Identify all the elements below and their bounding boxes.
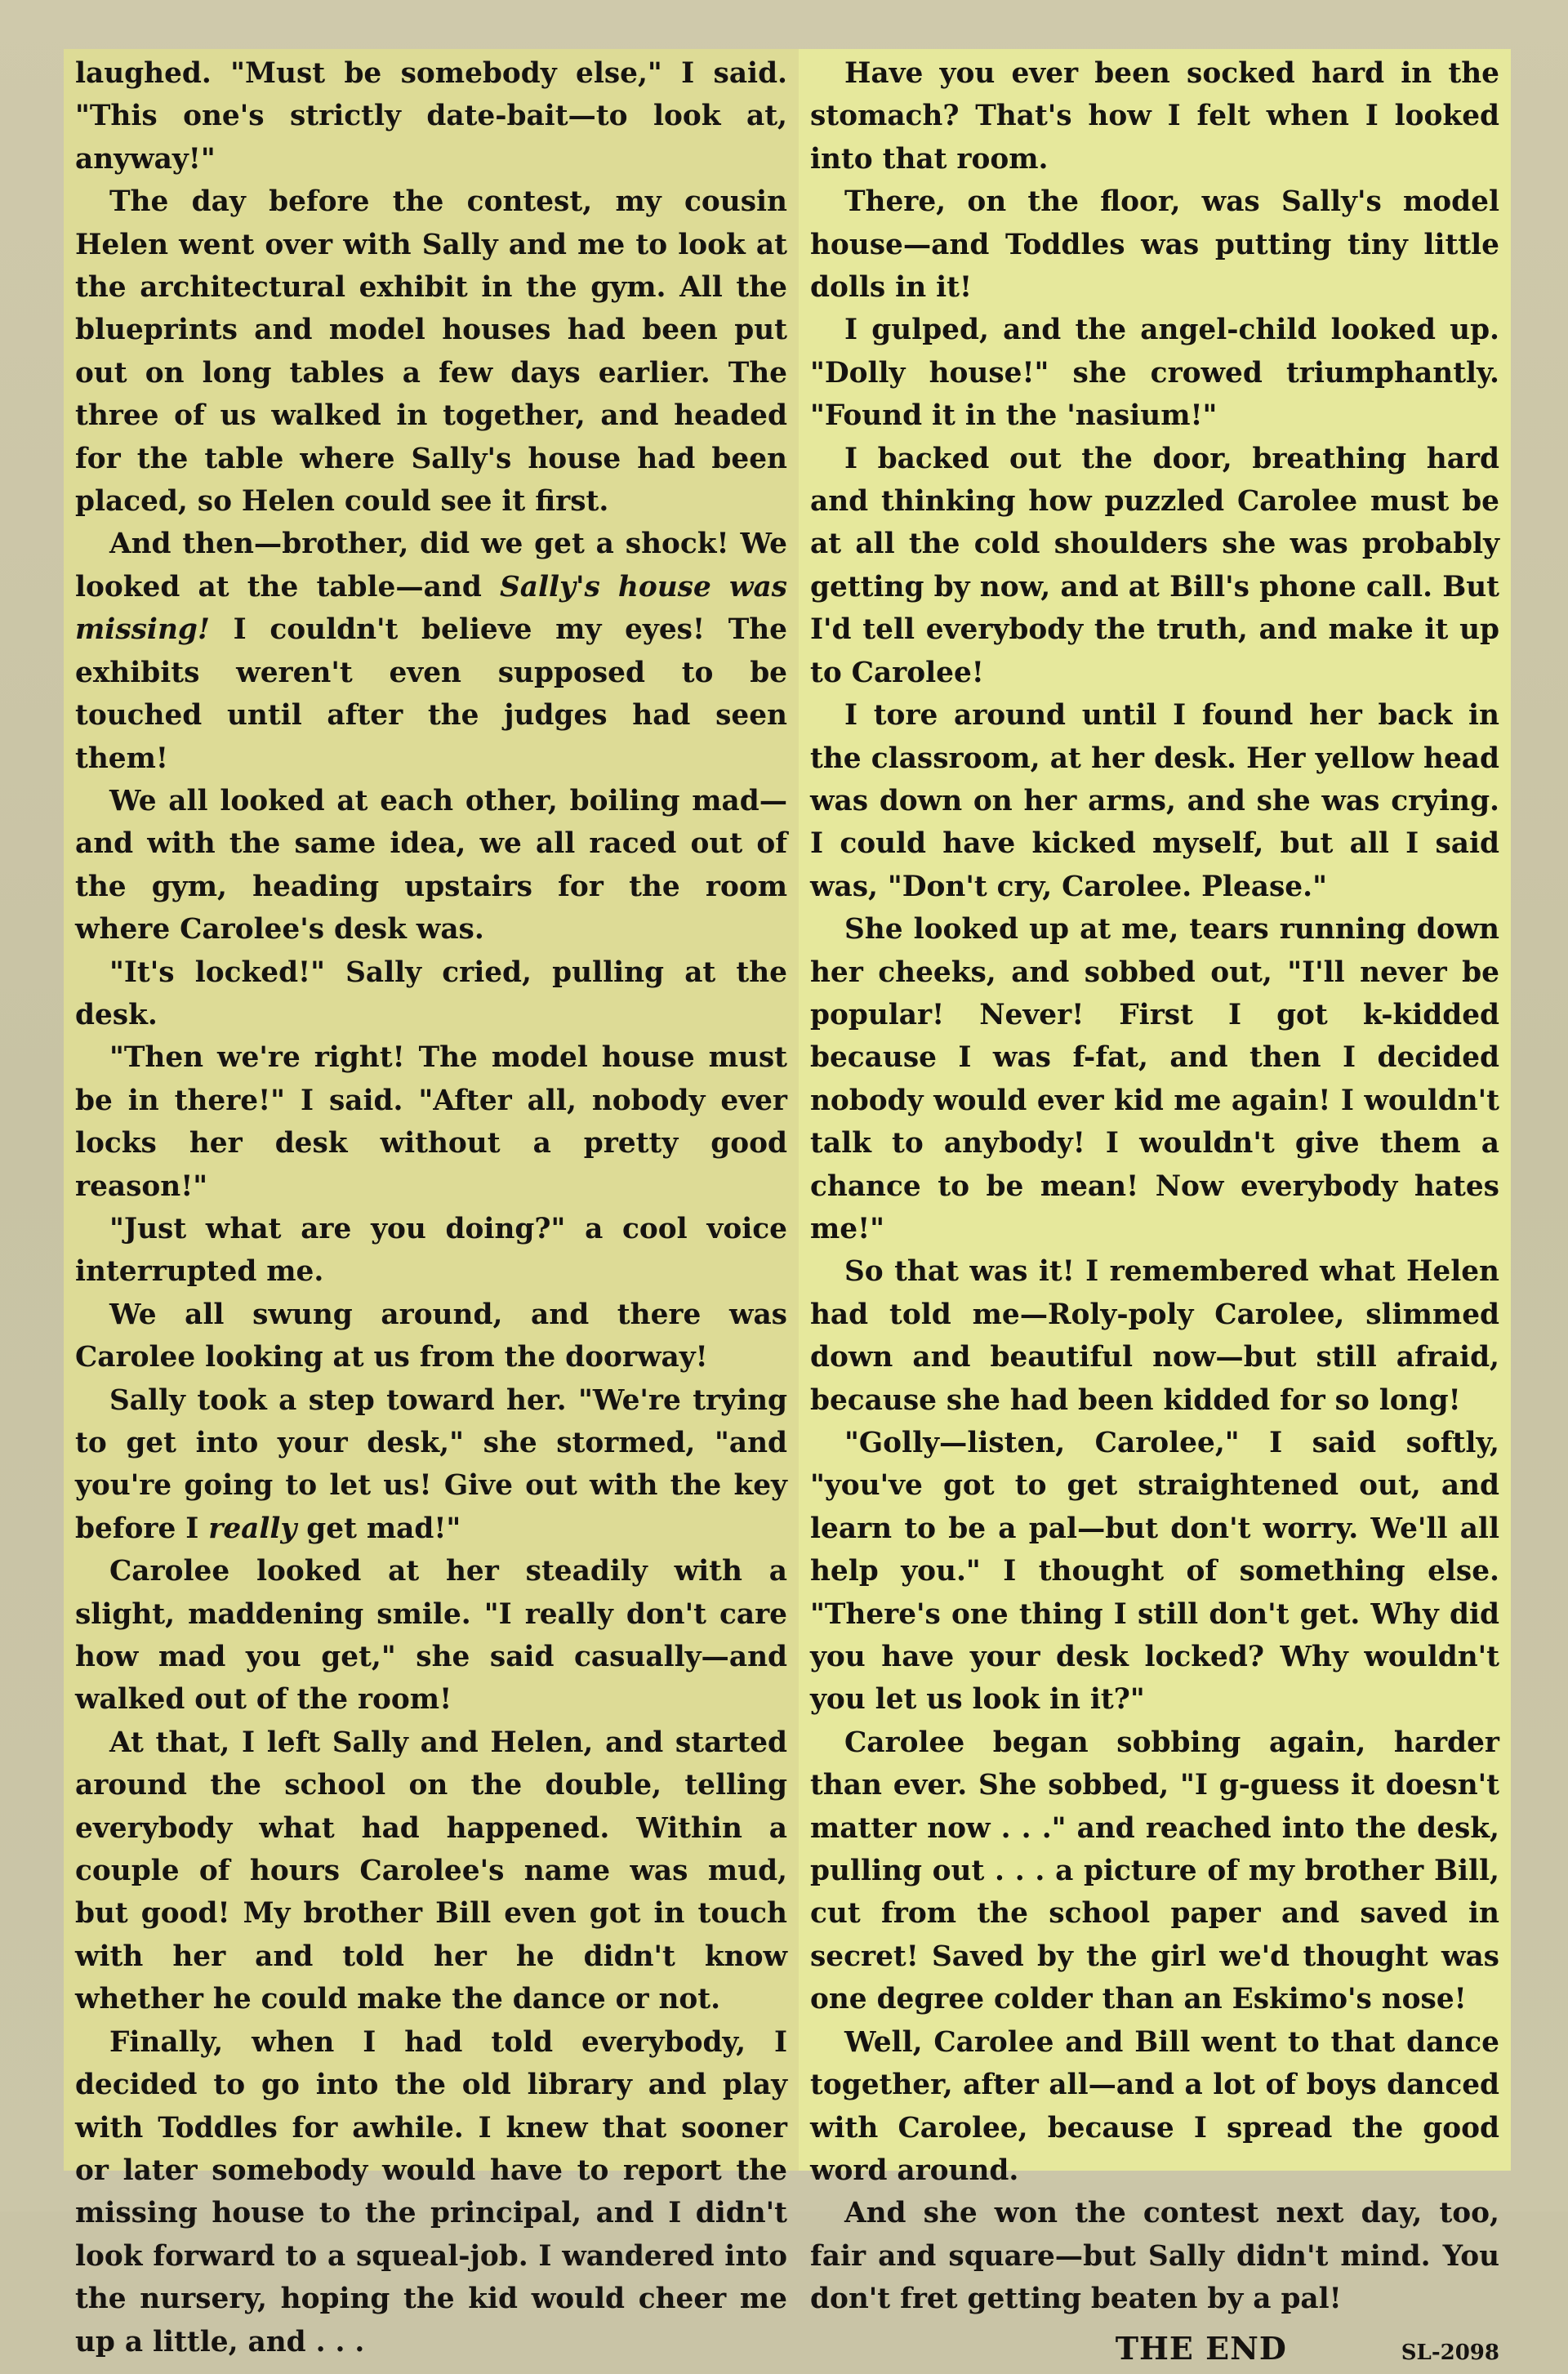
paragraph: Sally took a step toward her. "We're trying to get into your desk," she stormed, "and you're going to let us! Give out with the key before I really get mad!" <box>75 1383 787 1545</box>
paragraph: We all swung around, and there was Carolee looking at us from the doorway! <box>75 1298 787 1374</box>
paragraph: We all looked at each other, boiling mad—and with the same idea, we all raced out of the gym, heading upstairs for the room where Carolee's desk was. <box>75 784 787 946</box>
right-text-column <box>799 49 1511 2367</box>
paragraph: I backed out the door, breathing hard and thinking how puzzled Carolee must be at all the cold shoulders she was probably getting by now, and at Bill's phone call. But I'd tell everybody the truth, and make it up to Carolee! <box>810 442 1499 689</box>
paragraph: Carolee looked at her steadily with a slight, maddening smile. "I really don't care how mad you get," she said casually—and walked out of the room! <box>75 1555 787 1717</box>
paragraph: So that was it! I remembered what Helen had told me—Roly-poly Carolee, slimmed down and beautiful now—but still afraid, because she had been kidded for so long! <box>810 1255 1499 1417</box>
paragraph: "It's locked!" Sally cried, pulling at the desk. <box>75 955 787 1031</box>
paragraph: There, on the floor, was Sally's model house—and Toddles was putting tiny little dolls in it! <box>810 185 1499 305</box>
paragraph: laughed. "Must be somebody else," I said. "This one's strictly date-bait—to look at, anyway!" <box>75 57 787 176</box>
paragraph: "Then we're right! The model house must be in there!" I said. "After all, nobody ever locks her desk without a pretty good reason!" <box>75 1041 787 1203</box>
right-paragraphs <box>810 52 1499 2321</box>
paragraph: And then—brother, did we get a shock! We looked at the table—and Sally's house was missing! I couldn't believe my eyes! The exhibits weren't even supposed to be touched until after the judges had seen them! <box>75 528 787 775</box>
the-end-label: THE END <box>1115 2329 1287 2367</box>
end-line <box>810 2327 1499 2374</box>
paragraph: "Golly—listen, Carolee," I said softly, "you've got to get straightened out, and learn to be a pal—but don't worry. We'll all help you." I thought of something else. "There's one thing I still don't get. Why did you have your desk locked? Why wouldn't you let us look in it?" <box>810 1427 1499 1717</box>
paragraph: "Just what are you doing?" a cool voice interrupted me. <box>75 1212 787 1289</box>
paragraph: Finally, when I had told everybody, I decided to go into the old library and play with Toddles for awhile. I knew that sooner or later somebody would have to report the missing house to the principal, and I didn't look forward to a squeal-job. I wandered into the nursery, hoping the kid would cheer me up a little, and . . . <box>75 2025 787 2358</box>
page-code: SL-2098 <box>1401 2340 1499 2365</box>
paragraph: Carolee began sobbing again, harder than ever. She sobbed, "I g-guess it doesn't matter now . . ." and reached into the desk, pulling out . . . a picture of my brother Bill, cut from the school paper and saved in secret! Saved by the girl we'd thought was one degree colder than an Eskimo's nose! <box>810 1726 1499 2016</box>
paragraph: And she won the contest next day, too, fair and square—but Sally didn't mind. You don't fret getting beaten by a pal! <box>810 2197 1499 2316</box>
paragraph: I gulped, and the angel-child looked up. "Dolly house!" she crowed triumphantly. "Found it in the 'nasium!" <box>810 314 1499 433</box>
paragraph: At that, I left Sally and Helen, and started around the school on the double, telling everybody what had happened. Within a couple of hours Carolee's name was mud, but good! My brother Bill even got in touch with her and told her he didn't know whether he could make the dance or not. <box>75 1726 787 2016</box>
paragraph: Well, Carolee and Bill went to that dance together, after all—and a lot of boys danced with Carolee, because I spread the good word around. <box>810 2025 1499 2187</box>
paragraph: Have you ever been socked hard in the stomach? That's how I felt when I looked into that room. <box>810 57 1499 176</box>
paragraph: She looked up at me, tears running down her cheeks, and sobbed out, "I'll never be popular! Never! First I got k-kidded because I was f-fat, and then I decided nobody would ever kid me again! I wouldn't talk to anybody! I wouldn't give them a chance to be mean! Now everybody hates me!" <box>810 913 1499 1245</box>
paragraph: I tore around until I found her back in the classroom, at her desk. Her yellow head was down on her arms, and she was crying. I could have kicked myself, but all I said was, "Don't cry, Carolee. Please." <box>810 699 1499 903</box>
left-text-column <box>64 49 799 2358</box>
paragraph: The day before the contest, my cousin Helen went over with Sally and me to look at the architectural exhibit in the gym. All the blueprints and model houses had been put out on long tables a few days earlier. The three of us walked in together, and headed for the table where Sally's house had been placed, so Helen could see it first. <box>75 185 787 519</box>
